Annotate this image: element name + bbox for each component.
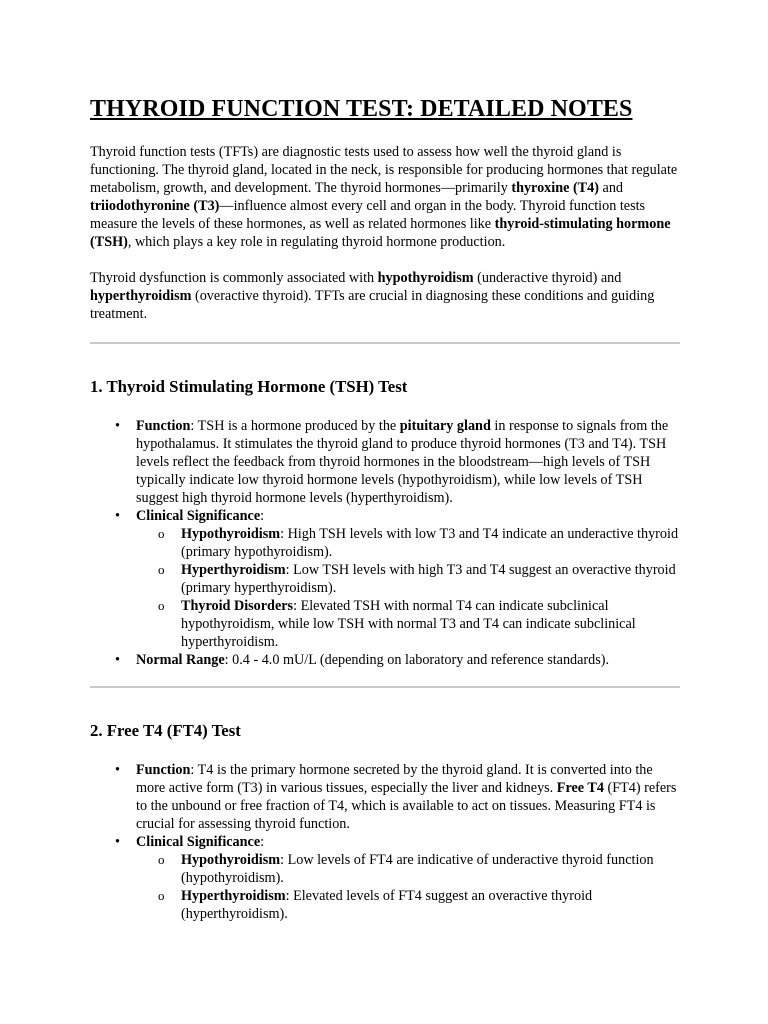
paragraph-text: (underactive thyroid) and xyxy=(473,270,622,286)
sublist-item xyxy=(181,525,680,561)
sublist-item xyxy=(181,887,680,923)
sublist-item xyxy=(181,851,680,887)
dysfunction-paragraph xyxy=(90,269,680,323)
section-divider xyxy=(90,342,680,344)
intro-paragraph xyxy=(90,143,680,251)
intro-text: —influence almost every cell and organ in the body. Thyroid function tests measure the levels of these hormones, as well as related hormones like xyxy=(90,198,646,232)
item-text: : T4 is the primary hormone secreted by the thyroid gland. It is converted into the more active form (T3) in various tissues, especially the liver and kidneys. xyxy=(136,762,653,796)
subitem-text: : High TSH levels with low T3 and T4 indicate an underactive thyroid (primary hypothyroidism). xyxy=(181,526,679,560)
item-text: : 0.4 - 4.0 mU/L (depending on laboratory and reference standards). xyxy=(224,652,610,668)
subitem-text: : Elevated levels of FT4 suggest an overactive thyroid (hyperthyroidism). xyxy=(181,888,593,922)
intro-bold-term: triiodothyronine (T3) xyxy=(90,198,220,214)
intro-text: and xyxy=(598,180,624,196)
list-item-function xyxy=(136,761,680,833)
intro-text: , which plays a key role in regulating thyroid hormone production. xyxy=(127,234,506,250)
item-label: Clinical Significance xyxy=(136,834,261,850)
item-text: : xyxy=(260,508,265,524)
item-text: in response to signals from the hypothalamus. It stimulates the thyroid gland to produce thyroid hormones (T3 and T4). TSH levels reflect the feedback from thyroid hormones in the bloodstream—high levels of TSH typically indicate low thyroid hormone levels (hypothyroidism), while low levels of TSH suggest high thyroid hormone levels (hyperthyroidism). xyxy=(136,418,669,506)
item-label: Function xyxy=(136,762,191,778)
item-bold-term: pituitary gland xyxy=(399,418,491,434)
sublist-item xyxy=(181,561,680,597)
subitem-label: Hyperthyroidism xyxy=(181,562,286,578)
item-bold-term: Free T4 xyxy=(556,780,604,796)
ft4-bullet-list xyxy=(90,761,680,923)
paragraph-text: (overactive thyroid). TFTs are crucial in diagnosing these conditions and guiding treatment. xyxy=(90,288,655,322)
item-text: (FT4) refers to the unbound or free fraction of T4, which is available to act on tissues. Measuring FT4 is crucial for assessing thyroid function. xyxy=(136,780,677,832)
document-title: THYROID FUNCTION TEST: DETAILED NOTES xyxy=(90,96,633,122)
list-item-function xyxy=(136,417,680,507)
subitem-label: Thyroid Disorders xyxy=(181,598,294,614)
document-body xyxy=(90,94,680,923)
clinical-sublist xyxy=(136,851,680,923)
subitem-text: : Low TSH levels with high T3 and T4 suggest an overactive thyroid (primary hyperthyroidism). xyxy=(181,562,676,596)
paragraph-bold-term: hypothyroidism xyxy=(377,270,474,286)
subitem-text: : Elevated TSH with normal T4 can indicate subclinical hypothyroidism, while low TSH with normal T3 and T4 can indicate subclinical hyperthyroidism. xyxy=(181,598,636,650)
section-heading-tsh: 1. Thyroid Stimulating Hormone (TSH) Test xyxy=(90,377,408,396)
clinical-sublist xyxy=(136,525,680,651)
item-label: Normal Range xyxy=(136,652,225,668)
item-text: : xyxy=(260,834,265,850)
list-item-clinical xyxy=(136,507,680,651)
intro-text: Thyroid function tests (TFTs) are diagnostic tests used to assess how well the thyroid gland is functioning. The thyroid gland, located in the neck, is responsible for producing hormones that regulate metabolism, growth, and development. The thyroid hormones—primarily xyxy=(90,144,678,196)
paragraph-bold-term: hyperthyroidism xyxy=(90,288,192,304)
subitem-text: : Low levels of FT4 are indicative of underactive thyroid function (hypothyroidism). xyxy=(181,852,654,886)
section-heading-ft4: 2. Free T4 (FT4) Test xyxy=(90,721,241,740)
section-divider xyxy=(90,686,680,688)
intro-bold-term: thyroid-stimulating hormone (TSH) xyxy=(90,216,671,250)
subitem-label: Hypothyroidism xyxy=(181,526,281,542)
intro-bold-term: thyroxine (T4) xyxy=(511,180,599,196)
list-item-clinical xyxy=(136,833,680,923)
subitem-label: Hypothyroidism xyxy=(181,852,281,868)
item-label: Clinical Significance xyxy=(136,508,261,524)
item-label: Function xyxy=(136,418,191,434)
tsh-bullet-list xyxy=(90,417,680,669)
sublist-item xyxy=(181,597,680,651)
item-text: : TSH is a hormone produced by the xyxy=(190,418,400,434)
paragraph-text: Thyroid dysfunction is commonly associated with xyxy=(90,270,378,286)
subitem-label: Hyperthyroidism xyxy=(181,888,286,904)
list-item-normal-range xyxy=(136,651,680,669)
